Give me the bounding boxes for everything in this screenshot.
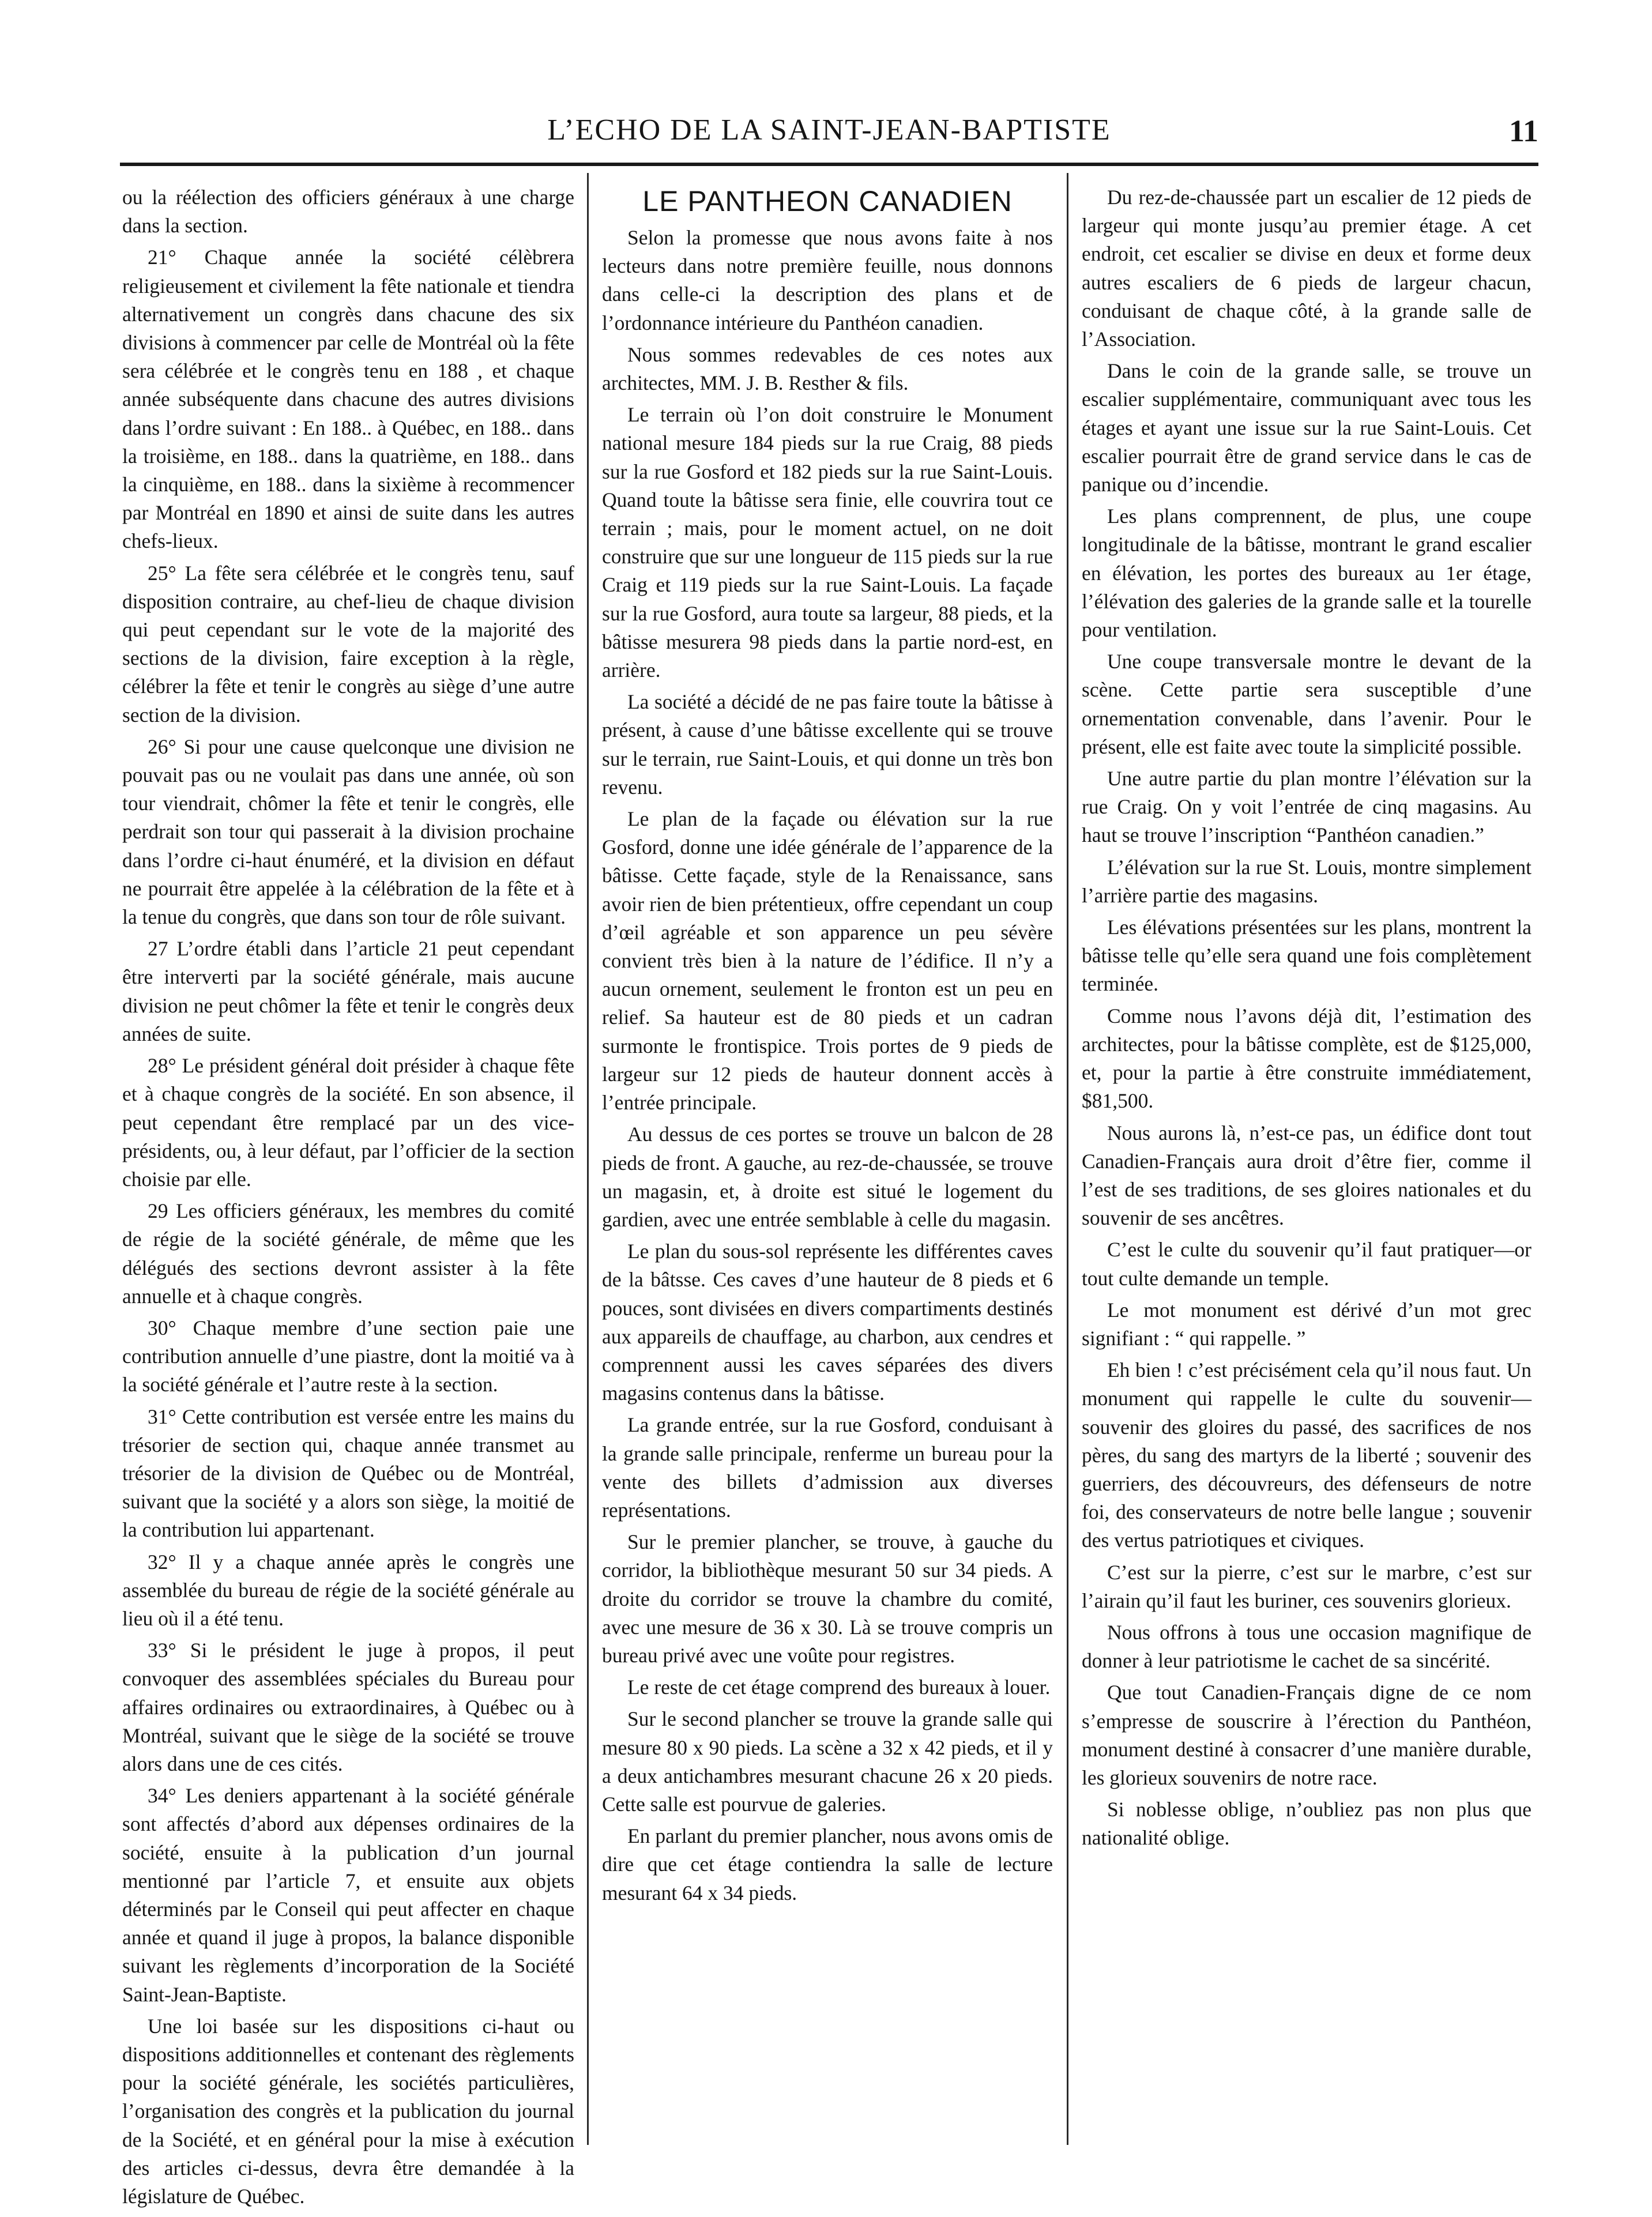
- paragraph: Le plan du sous-sol représente les différentes caves de la bâtsse. Ces caves d’une hauteur de 8 pieds et 6 pouces, sont divisées en divers compartiments destinés aux appareils de chauffage, au charbon, aux cendres et comprennent aussi les caves séparées des divers magasins contenus dans la bâtisse.: [602, 1240, 1053, 1405]
- column-1: [122, 183, 574, 2208]
- paragraph: 30° Chaque membre d’une section paie une contribution annuelle d’une piastre, dont la moitié va à la société générale et l’autre reste à la section.: [122, 1316, 574, 1397]
- header-rule: [120, 163, 1538, 166]
- paragraph: Le mot monument est dérivé d’un mot grec signifiant : “ qui rappelle. ”: [1082, 1298, 1531, 1350]
- paragraph: 29 Les officiers généraux, les membres du comité de régie de la société générale, de même que les délégués des sections devront assister à la fête annuelle et à chaque congrès.: [122, 1199, 574, 1308]
- paragraph: 33° Si le président le juge à propos, il peut convoquer des assemblées spéciales du Bureau pour affaires ordinaires ou extraordinaires, à Québec ou à Montréal, suivant que le siège de la société se trouve alors dans une de ces cités.: [122, 1639, 574, 1775]
- paragraph: La grande entrée, sur la rue Gosford, conduisant à la grande salle principale, renferme un bureau pour la vente des billets d’admission aux diverses représentations.: [602, 1413, 1053, 1522]
- article-title: LE PANTHEON CANADIEN: [642, 185, 1013, 217]
- paragraph: Selon la promesse que nous avons faite à nos lecteurs dans notre première feuille, nous donnons dans celle-ci la description des plans et de l’ordonnance intérieure du Panthéon canadien.: [602, 226, 1053, 334]
- paragraph: En parlant du premier plancher, nous avons omis de dire que cet étage contiendra la salle de lecture mesurant 64 x 34 pieds.: [602, 1824, 1053, 1904]
- paragraph: Une loi basée sur les dispositions ci-haut ou dispositions additionnelles et contenant des règlements pour la société générale, les sociétés particulières, l’organisation des congrès et la publication du journal de la Société, et en général pour la mise à exécution des articles ci-dessus, devra être demandée à la législature de Québec.: [122, 2014, 574, 2208]
- paragraph: La société a décidé de ne pas faire toute la bâtisse à présent, à cause d’une bâtisse excellente qui se trouve sur le terrain, rue Saint-Louis, et qui donne un très bon revenu.: [602, 690, 1053, 799]
- paragraph: L’élévation sur la rue St. Louis, montre simplement l’arrière partie des magasins.: [1082, 855, 1531, 907]
- paragraph: Les plans comprennent, de plus, une coupe longitudinale de la bâtisse, montrant le grand escalier en élévation, les portes des bureaux au 1er étage, l’élévation des galeries de la grande salle et la tourelle pour ventilation.: [1082, 505, 1531, 642]
- paragraph: 28° Le président général doit présider à chaque fête et à chaque congrès de la société. En son absence, il peut cependant être remplacé par un des vice-présidents, ou, à leur défaut, par l’officier de la section choisie par elle.: [122, 1054, 574, 1191]
- paragraph: Les élévations présentées sur les plans, montrent la bâtisse telle qu’elle sera quand une fois complètement terminée.: [1082, 916, 1531, 996]
- paragraph: Eh bien ! c’est précisément cela qu’il nous faut. Un monument qui rappelle le culte du souvenir— souvenir des gloires du passé, des sacrifices de nos pères, du sang des martyrs de la liberté ; souvenir des guerriers, des découvreurs, des défenseurs de notre foi, des conservateurs de notre belle langue ; souvenir des vertus patriotiques et civiques.: [1082, 1358, 1531, 1552]
- paragraph: 32° Il y a chaque année après le congrès une assemblée du bureau de régie de la société générale au lieu où il a été tenu.: [122, 1550, 574, 1630]
- paragraph: Du rez-de-chaussée part un escalier de 12 pieds de largeur qui monte jusqu’au premier étage. A cet endroit, cet escalier se divise en deux et forme deux autres escaliers de 6 pieds de largeur chacun, conduisant de chaque côté, à la grande salle de l’Association.: [1082, 186, 1531, 351]
- page-number: 11: [1508, 114, 1538, 148]
- paragraph: 27 L’ordre établi dans l’article 21 peut cependant être interverti par la société générale, mais aucune division ne peut chômer la fête et tenir le congrès deux années de suite.: [122, 937, 574, 1045]
- paragraph: Nous offrons à tous une occasion magnifique de donner à leur patriotisme le cachet de sa sincérité.: [1082, 1620, 1531, 1673]
- paragraph: Comme nous l’avons déjà dit, l’estimation des architectes, pour la bâtisse complète, est de $125,000, et, pour la partie à être construite immédiatement, $81,500.: [1082, 1004, 1531, 1113]
- column-divider: [1067, 173, 1068, 2145]
- paragraph: C’est le culte du souvenir qu’il faut pratiquer—or tout culte demande un temple.: [1082, 1238, 1531, 1290]
- paragraph: Sur le second plancher se trouve la grande salle qui mesure 80 x 90 pieds. La scène a 32 x 42 pieds, et il y a deux antichambres mesurant chacune 26 x 20 pieds. Cette salle est pourvue de galeries.: [602, 1707, 1053, 1816]
- paragraph: Que tout Canadien-Français digne de ce nom s’empresse de souscrire à l’érection du Panthéon, monument destiné à consacrer d’une manière durable, les glorieux souvenirs de notre race.: [1082, 1681, 1531, 1789]
- paragraph: Le plan de la façade ou élévation sur la rue Gosford, donne une idée générale de l’apparence de la bâtisse. Cette façade, style de la Renaissance, sans avoir rien de bien prétentieux, offre cependant un coup d’œil agréable et son apparence un peu sévère convient très bien à la nature de l’édifice. Il n’y a aucun ornement, seulement le fronton est un peu en relief. Sa hauteur est de 80 pieds et un cadran surmonte le frontispice. Trois portes de 9 pieds de largeur sur 12 pieds de hauteur donnent accès à l’entrée principale.: [602, 807, 1053, 1115]
- paragraph: Nous aurons là, n’est-ce pas, un édifice dont tout Canadien-Français aura droit d’être fier, comme il l’est de ses traditions, de ses gloires nationales et du souvenir de ses ancêtres.: [1082, 1121, 1531, 1230]
- page-header: [120, 113, 1538, 159]
- column-divider: [587, 173, 589, 2145]
- paragraph: 21° Chaque année la société célèbrera religieusement et civilement la fête nationale et tiendra alternativement un congrès dans chacune des six divisions à commencer par celle de Montréal où la fête sera célébrée et le congrès tenu en 188 , et chaque année subséquente dans chacune des autres divisions dans l’ordre suivant : En 188.. à Québec, en 188.. dans la troisième, en 188.. dans la quatrième, en 188.. dans la cinquième, en 188.. dans la sixième à recommencer par Montréal en 1890 et ainsi de suite dans les autres chefs-lieux.: [122, 246, 574, 553]
- paragraph: ou la réélection des officiers généraux à une charge dans la section.: [122, 186, 574, 238]
- paragraph: 31° Cette contribution est versée entre les mains du trésorier de section qui, chaque année transmet au trésorier de la division de Québec ou de Montréal, suivant que la société y a alors son siège, la moitié de la contribution lui appartenant.: [122, 1405, 574, 1542]
- paragraph: Une coupe transversale montre le devant de la scène. Cette partie sera susceptible d’une ornementation convenable, dans l’avenir. Pour le présent, elle est faite avec toute la simplicité possible.: [1082, 650, 1531, 758]
- paragraph: 34° Les deniers appartenant à la société générale sont affectés d’abord aux dépenses ordinaires de la société, ensuite à la publication d’un journal mentionné par l’article 7, et ensuite aux objets déterminés par le Conseil qui peut affecter en chaque année et quand il juge à propos, la balance disponible suivant les règlements d’incorporation de la Société Saint-Jean-Baptiste.: [122, 1784, 574, 2006]
- paragraph: 25° La fête sera célébrée et le congrès tenu, sauf disposition contraire, au chef-lieu de chaque division qui peut cependant sur le vote de la majorité des sections de la division, faire exception à la règle, célébrer la fête et tenir le congrès au siège d’une autre section de la division.: [122, 561, 574, 727]
- paragraph: Nous sommes redevables de ces notes aux architectes, MM. J. B. Resther & fils.: [602, 342, 1053, 395]
- running-title: L’ECHO DE LA SAINT-JEAN-BAPTISTE: [547, 114, 1111, 146]
- paragraph: Le reste de cet étage comprend des bureaux à louer.: [627, 1676, 1051, 1699]
- paragraph: Si noblesse oblige, n’oubliez pas non plus que nationalité oblige.: [1082, 1798, 1531, 1850]
- column-3: [1082, 183, 1531, 2144]
- column-2: [602, 183, 1053, 2144]
- paragraph: Sur le premier plancher, se trouve, à gauche du corridor, la bibliothèque mesurant 50 sur 34 pieds. A droite du corridor se trouve la chambre du comité, avec une mesure de 36 x 30. Là se trouve compris un bureau privé avec une voûte pour registres.: [602, 1530, 1053, 1667]
- paragraph: Le terrain où l’on doit construire le Monument national mesure 184 pieds sur la rue Craig, 88 pieds sur la rue Gosford et 182 pieds sur la rue Saint-Louis. Quand toute la bâtisse sera finie, elle couvrira tout ce terrain ; mais, pour le moment actuel, on ne doit construire que sur une longueur de 115 pieds sur la rue Craig et 119 pieds sur la rue Saint-Louis. La façade sur la rue Gosford, aura toute sa largeur, 88 pieds, et la bâtisse mesurera 98 pieds dans la partie nord-est, en arrière.: [602, 403, 1053, 682]
- paragraph: C’est sur la pierre, c’est sur le marbre, c’est sur l’airain qu’il faut les buriner, ces souvenirs glorieux.: [1082, 1560, 1531, 1612]
- paragraph: 26° Si pour une cause quelconque une division ne pouvait pas ou ne voulait pas dans une année, où son tour viendrait, chômer la fête et tenir le congrès, elle perdrait son tour qui passerait à la division prochaine dans l’ordre ci-haut énuméré, et la division en défaut ne pourrait être appelée à la célébration de la fête et à la tenue du congrès, que dans son tour de rôle suivant.: [122, 735, 574, 929]
- paragraph: Dans le coin de la grande salle, se trouve un escalier supplémentaire, communiquant avec tous les étages et ayant une issue sur la rue Saint-Louis. Cet escalier pourrait être de grand service dans le cas de panique ou d’incendie.: [1082, 359, 1531, 496]
- paragraph: Une autre partie du plan montre l’élévation sur la rue Craig. On y voit l’entrée de cinq magasins. Au haut se trouve l’inscription “Panthéon canadien.”: [1082, 767, 1531, 847]
- paragraph: Au dessus de ces portes se trouve un balcon de 28 pieds de front. A gauche, au rez-de-chaussée, se trouve un magasin, et, à droite est situé le logement du gardien, avec une entrée semblable à celle du magasin.: [602, 1123, 1053, 1231]
